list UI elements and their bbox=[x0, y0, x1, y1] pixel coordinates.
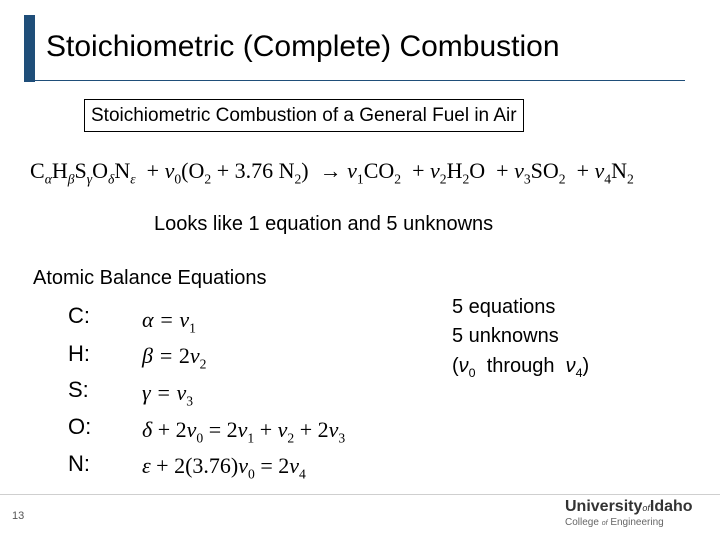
note-range: ($\nu_0$ through $\nu_4$) bbox=[452, 355, 590, 380]
boxed-heading: Stoichiometric Combustion of a General Fuel in Air bbox=[84, 99, 524, 132]
page-number: 13 bbox=[12, 510, 25, 522]
element-label-n: N: bbox=[68, 451, 90, 476]
balance-equation-c: $\alpha = \nu_1$ bbox=[142, 307, 196, 336]
university-logo: UniversityofIdaho College of Engineering bbox=[565, 498, 693, 528]
combustion-equation: $C_\alpha H_\beta S_\gamma O_\delta N_\varepsilon + \nu_0(O_2 + 3.76$ $N_2) \to \nu_1CO_2 + \nu_2H_2O + \nu_3SO_2 + \nu_4N_2$ bbox=[30, 158, 634, 187]
element-label-h: H: bbox=[68, 341, 90, 366]
title-underline bbox=[35, 80, 685, 81]
element-label-c: C: bbox=[68, 303, 90, 328]
footer-divider bbox=[0, 494, 720, 495]
atomic-balance-title: Atomic Balance Equations bbox=[33, 267, 267, 289]
note-unknowns: 5 unknowns bbox=[452, 325, 559, 347]
slide-title: Stoichiometric (Complete) Combustion bbox=[46, 30, 560, 63]
note-equations: 5 equations bbox=[452, 296, 556, 318]
title-accent-bar bbox=[24, 15, 35, 82]
balance-equation-o: $\delta + 2\nu_0 = 2\nu_1 + \nu_2 + 2\nu_3$ bbox=[142, 417, 346, 446]
balance-equation-h: $\beta = 2\nu_2$ bbox=[142, 343, 207, 372]
looks-like-text: Looks like 1 equation and 5 unknowns bbox=[154, 213, 494, 235]
balance-equation-s: $\gamma = \nu_3$ bbox=[142, 380, 194, 409]
element-label-s: S: bbox=[68, 377, 89, 402]
element-label-o: O: bbox=[68, 414, 92, 439]
balance-equation-n: $\varepsilon + 2(3.76)\nu_0 = 2\nu_4$ bbox=[142, 453, 306, 482]
